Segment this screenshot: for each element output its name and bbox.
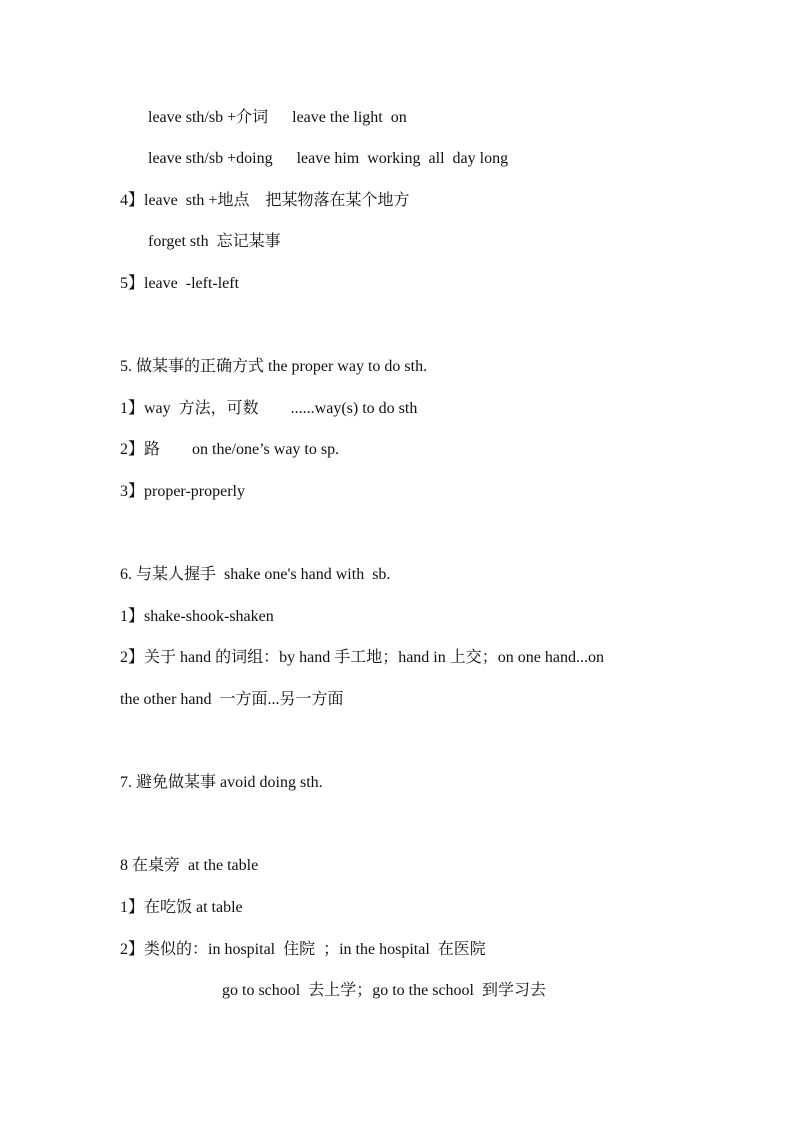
text-line-way-road: 2】路 on the/one’s way to sp. bbox=[120, 441, 340, 458]
text-line-at-table: 1】在吃饭 at table bbox=[120, 899, 243, 916]
text-line-hospital: 2】类似的：in hospital 住院 ；in the hospital 在医院 bbox=[120, 941, 486, 958]
text-line-shake-forms: 1】shake-shook-shaken bbox=[120, 608, 274, 625]
text-line-hand-phrases: 2】关于 hand 的词组：by hand 手工地；hand in 上交；on one hand...on bbox=[120, 649, 604, 666]
section-heading-8: 8 在桌旁 at the table bbox=[120, 857, 259, 874]
text-line-proper: 3】proper-properly bbox=[120, 483, 245, 500]
text-line-forget: forget sth 忘记某事 bbox=[148, 233, 281, 250]
text-line-leave-doing: leave sth/sb +doing leave him working all day long bbox=[148, 150, 509, 167]
section-heading-5: 5. 做某事的正确方式 the proper way to do sth. bbox=[120, 358, 428, 375]
section-heading-7: 7. 避免做某事 avoid doing sth. bbox=[120, 774, 323, 791]
text-line-leave-preposition: leave sth/sb +介词 leave the light on bbox=[148, 109, 407, 126]
text-line-school: go to school 去上学；go to the school 到学习去 bbox=[222, 982, 546, 999]
text-line-leave-place: 4】leave sth +地点 把某物落在某个地方 bbox=[120, 192, 410, 209]
text-line-hand-phrases-cont: the other hand 一方面...另一方面 bbox=[120, 691, 344, 708]
section-heading-6: 6. 与某人握手 shake one's hand with sb. bbox=[120, 566, 391, 583]
text-line-leave-forms: 5】leave -left-left bbox=[120, 275, 240, 292]
text-line-way-method: 1】way 方法，可数 ......way(s) to do sth bbox=[120, 400, 418, 417]
